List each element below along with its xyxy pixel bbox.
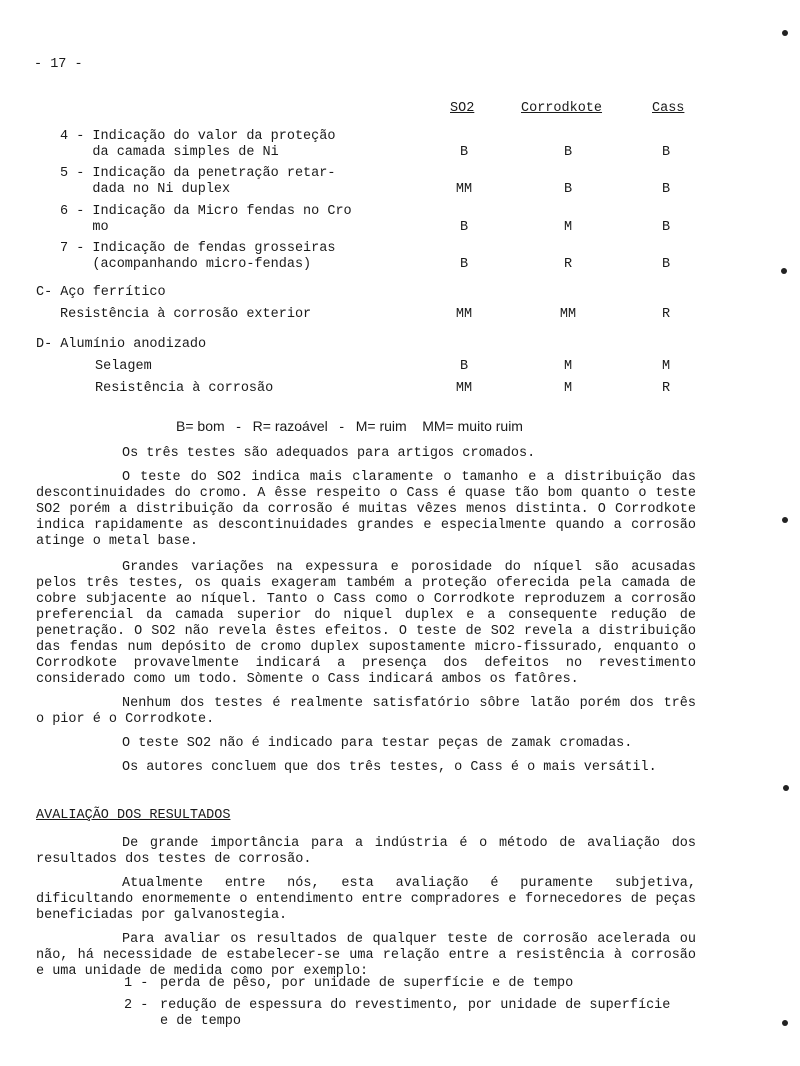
paragraph: Nenhum dos testes é realmente satisfatório sôbre latão porém dos três o pior é o Corrodkote. [36,696,696,727]
paragraph: Atualmente entre nós, esta avaliação é puramente subjetiva, dificultando enormemente o entendimento entre compradores e fornecedores de peças beneficiadas por galvanostegia. [36,876,696,923]
row-7-so2: B [459,257,469,272]
section-d-item-selagem: Selagem [95,359,152,374]
row-4-so2: B [459,145,469,160]
section-c-cass: R [661,307,671,322]
section-d-item-resistencia: Resistência à corrosão [95,381,274,396]
scan-speck [782,517,788,523]
section-c-item: Resistência à corrosão exterior [60,307,312,322]
scan-speck [781,268,787,274]
row-6-corrodkote: M [563,220,573,235]
list-item-1-text: perda de pêso, por unidade de superfície e de tempo [160,976,574,991]
row-5-corrodkote: B [563,182,573,197]
paragraph: Os autores concluem que dos três testes, o Cass é o mais versátil. [122,760,657,775]
section-c-corrodkote: MM [559,307,577,322]
scan-speck [782,1020,788,1026]
paragraph: O teste do SO2 indica mais claramente o tamanho e a distribuição das descontinuidades do cromo. A êsse respeito o Cass é quase tão bom quanto o teste SO2 porém a distribuição da corrosão é muitas vêzes menos distinta. O Corrodkote indica rapidamente as descontinuidades grandes e especialmente quando a corrosão atinge o metal base. [36,470,696,549]
section-d-resistencia-corrodkote: M [563,381,573,396]
scan-speck [782,30,788,36]
header-so2: SO2 [450,101,475,116]
row-4-line1: 4 - Indicação do valor da proteção [60,129,336,144]
paragraph: O teste SO2 não é indicado para testar peças de zamak cromadas. [122,736,633,751]
header-corrodkote: Corrodkote [521,101,603,116]
row-4-corrodkote: B [563,145,573,160]
body-text-block-1 [36,446,696,776]
body-text-block-2 [36,836,696,980]
row-5-so2: MM [455,182,473,197]
section-d-selagem-so2: B [459,359,469,374]
paragraph: Os três testes são adequados para artigos cromados. [122,446,536,461]
row-7-line1: 7 - Indicação de fendas grosseiras [60,241,336,256]
row-7-corrodkote: R [563,257,573,272]
row-7-cass: B [661,257,671,272]
page-number: - 17 - [34,57,83,72]
row-4-line2: da camada simples de Ni [60,145,279,160]
row-6-cass: B [661,220,671,235]
paragraph: Grandes variações na expessura e porosidade do níquel são acusadas pelos três testes, os quais exageram também a proteção oferecida pela camada de cobre subjacente ao níquel. Tanto o Cass como o Corrodkote reproduzem a corrosão preferencial da camada superior do niquel duplex e a consequente redução de penetração. O SO2 não revela êstes efeitos. O teste de SO2 revela a distribuição das fendas num depósito de cromo duplex supostamente micro-fissurado, enquanto o Corrodkote provavelmente indicará a presença dos defeitos no revestimento considerado como um todo. Sòmente o Cass indicará ambos os fatôres. [36,560,696,687]
row-4-cass: B [661,145,671,160]
scan-speck [783,785,789,791]
section-d-selagem-corrodkote: M [563,359,573,374]
list-item-1-num: 1 - [124,976,149,991]
row-6-so2: B [459,220,469,235]
section-c-so2: MM [455,307,473,322]
header-cass: Cass [652,101,685,116]
section-heading: AVALIAÇÃO DOS RESULTADOS [36,808,231,823]
row-5-cass: B [661,182,671,197]
row-5-line1: 5 - Indicação da penetração retar- [60,166,336,181]
section-d-title: D- Alumínio anodizado [36,337,207,352]
list-item-2-text: redução de espessura do revestimento, por unidade de superfície e de tempo [160,998,671,1029]
row-5-line2: dada no Ni duplex [60,182,231,197]
paragraph: De grande importância para a indústria é o método de avaliação dos resultados dos testes de corrosão. [36,836,696,867]
paragraph: Para avaliar os resultados de qualquer teste de corrosão acelerada ou não, há necessidade de estabelecer-se uma relação entre a resistência à corrosão e uma unidade de medida como por exemplo: [36,932,696,979]
row-6-line2: mo [60,220,109,235]
section-c-title: C- Aço ferrítico [36,285,166,300]
section-d-selagem-cass: M [661,359,671,374]
row-7-line2: (acompanhando micro-fendas) [60,257,312,272]
list-item-2-num: 2 - [124,998,149,1013]
legend: B= bom - R= razoável - M= ruim MM= muito ruim [176,418,523,434]
row-6-line1: 6 - Indicação da Micro fendas no Cro [60,204,352,219]
section-d-resistencia-cass: R [661,381,671,396]
section-d-resistencia-so2: MM [455,381,473,396]
